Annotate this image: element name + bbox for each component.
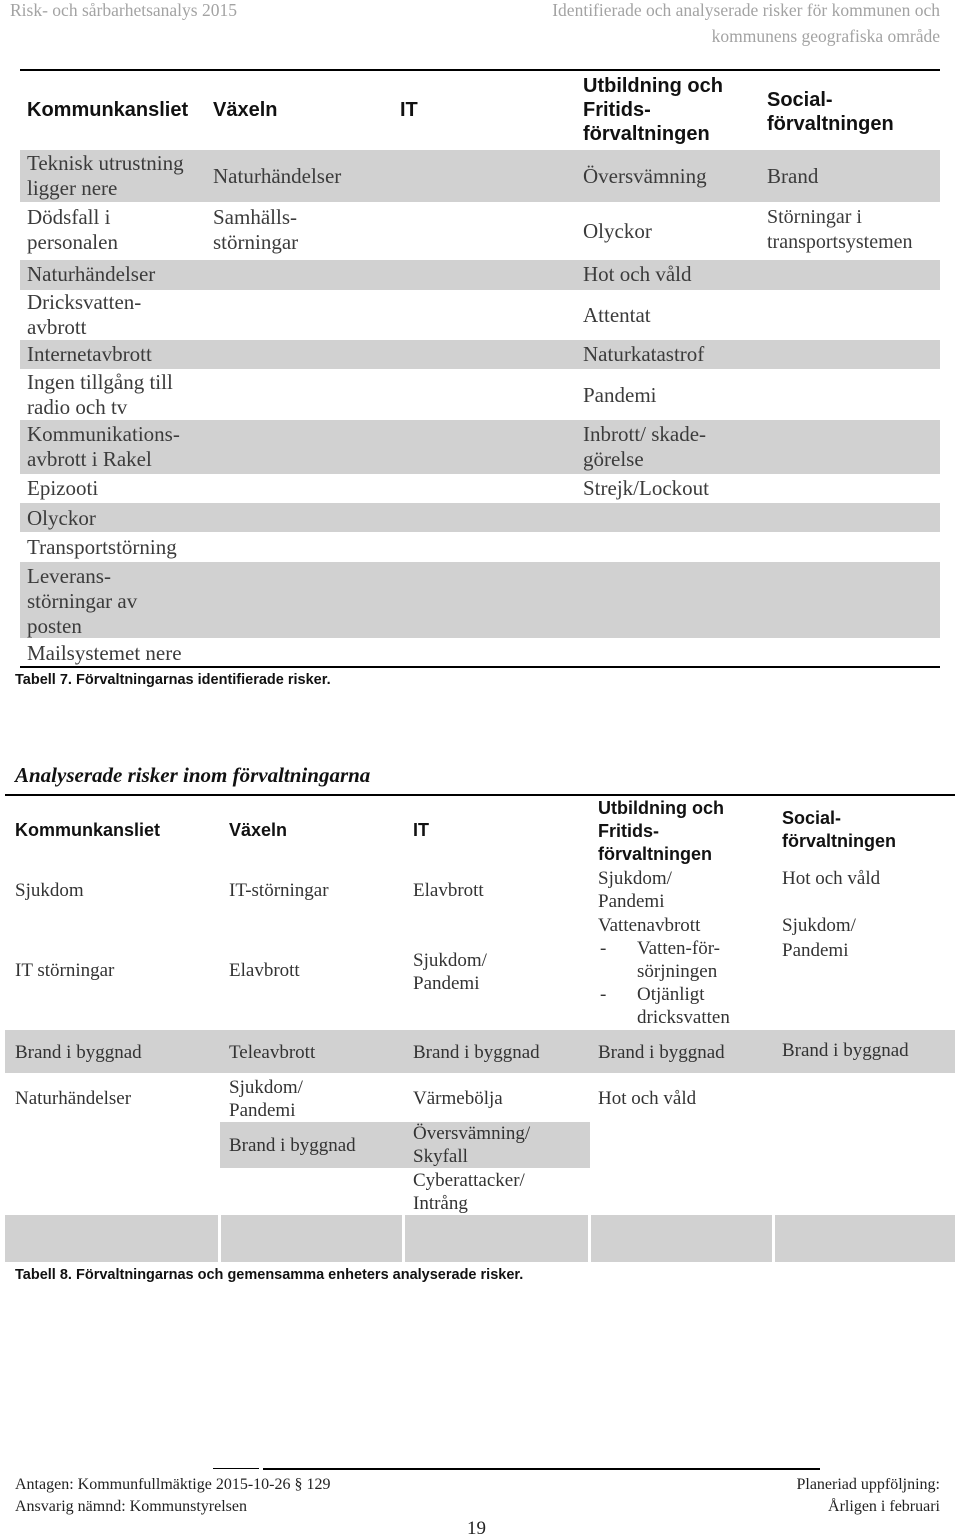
t8-cell-vaxeln: Elavbrott xyxy=(229,959,300,981)
t8-cell-vaxeln-item: Brand i byggnad xyxy=(229,1134,356,1156)
t7-cell-kommunkansliet: Naturhändelser xyxy=(27,261,156,286)
t7-cell-social: Brand xyxy=(767,163,819,188)
running-header-chapter-line1: Identifierade och analyserade risker för kommunen och xyxy=(552,0,940,20)
t8-cell-it-item: Värmebölja xyxy=(413,1087,503,1109)
table-top-rule xyxy=(5,794,955,796)
list-item: - Vatten-för- sörjningen xyxy=(598,937,730,983)
t8-cell-utbildning: Brand i byggnad xyxy=(598,1041,725,1063)
t8-cell-utbildning xyxy=(598,914,730,1029)
column-gap xyxy=(402,1215,405,1262)
t7-cell-utbildning: Strejk/Lockout xyxy=(583,475,709,500)
row-shading xyxy=(20,340,940,369)
t7-cell-kommunkansliet: Mailsystemet nere xyxy=(27,640,182,665)
t7-cell-kommunkansliet: Internetavbrott xyxy=(27,341,152,366)
t7-cell-vaxeln: Samhälls- störningar xyxy=(213,205,299,254)
t8-cell-vaxeln: IT-störningar xyxy=(229,879,329,901)
t8-cell-kommunkansliet: Sjukdom xyxy=(15,879,84,901)
t8-cell-it-item: Cyberattacker/ Intrång xyxy=(413,1169,525,1214)
t7-header-social: Social- förvaltningen xyxy=(767,89,894,135)
footer-rule xyxy=(213,1468,259,1469)
row-shading xyxy=(20,260,940,290)
t8-cell-it: Brand i byggnad xyxy=(413,1041,540,1063)
column-gap xyxy=(772,1215,775,1262)
t7-cell-kommunkansliet: Teknisk utrustning ligger nere xyxy=(27,150,184,200)
t8-cell-kommunkansliet: Brand i byggnad xyxy=(15,1041,142,1063)
t7-cell-vaxeln: Naturhändelser xyxy=(213,163,342,188)
t7-cell-utbildning: Översvämning xyxy=(583,163,707,188)
t8-cell-kommunkansliet: IT störningar xyxy=(15,959,115,981)
t7-cell-utbildning: Pandemi xyxy=(583,382,657,407)
t7-cell-social: Störningar i transportsystemen xyxy=(767,206,913,253)
t8-cell-social: Brand i byggnad xyxy=(782,1039,909,1061)
t7-cell-kommunkansliet: Kommunikations- avbrott i Rakel xyxy=(27,421,180,471)
footer-adopted: Antagen: Kommunfullmäktige 2015-10-26 § 129 xyxy=(15,1476,331,1493)
t8-cell-it: Elavbrott xyxy=(413,879,484,901)
t8-cell-utbildning: Sjukdom/ Pandemi xyxy=(598,867,672,912)
t8-header-social: Social- förvaltningen xyxy=(782,807,897,851)
row-shading xyxy=(5,1215,955,1262)
column-gap xyxy=(218,1215,221,1262)
footer-responsible: Ansvarig nämnd: Kommunstyrelsen xyxy=(15,1498,247,1515)
table-top-rule xyxy=(20,69,940,71)
t7-cell-utbildning: Naturkatastrof xyxy=(583,341,705,366)
t7-header-it: IT xyxy=(400,99,418,121)
table-bottom-rule xyxy=(20,666,940,668)
table-7-caption: Tabell 7. Förvaltningarnas identifierade risker. xyxy=(15,672,331,688)
section-heading: Analyserade risker inom förvaltningarna xyxy=(15,763,371,787)
t8-header-vaxeln: Växeln xyxy=(229,819,288,840)
t8-header-utbildning: Utbildning och Fritids- förvaltningen xyxy=(598,797,724,864)
t7-cell-utbildning: Inbrott/ skade- görelse xyxy=(583,421,707,471)
footer-followup-label: Planeriad uppföljning: xyxy=(796,1476,940,1493)
t7-header-utbildning: Utbildning och Fritids- förvaltningen xyxy=(583,75,723,145)
t8-cell-kommunkansliet: Naturhändelser xyxy=(15,1087,132,1109)
t7-cell-utbildning: Olyckor xyxy=(583,218,652,243)
t7-header-kommunkansliet: Kommunkansliet xyxy=(27,99,189,121)
t8-cell-social: Hot och våld xyxy=(782,867,881,889)
t7-cell-kommunkansliet: Transportstörning xyxy=(27,534,177,559)
t7-header-vaxeln: Växeln xyxy=(213,99,278,121)
t8-cell-vaxeln: Teleavbrott xyxy=(229,1041,316,1063)
t8-cell-it-item: Översvämning/ Skyfall xyxy=(413,1122,531,1167)
t7-cell-utbildning: Hot och våld xyxy=(583,261,692,286)
list-title: Vattenavbrott xyxy=(598,914,701,936)
running-header-chapter-line2: kommunens geografiska område xyxy=(711,26,940,46)
row-shading xyxy=(20,503,940,532)
t7-cell-utbildning: Attentat xyxy=(583,302,651,327)
t8-cell-it: Sjukdom/ Pandemi xyxy=(413,949,487,994)
footer-followup-value: Årligen i februari xyxy=(828,1498,940,1515)
t7-cell-kommunkansliet: Dricksvatten- avbrott xyxy=(27,289,142,339)
t8-header-it: IT xyxy=(413,819,429,840)
t7-cell-kommunkansliet: Olyckor xyxy=(27,505,96,530)
list-item: - Otjänligt dricksvatten xyxy=(598,983,730,1029)
page-number: 19 xyxy=(467,1518,486,1539)
footer-rule xyxy=(263,1468,820,1470)
t8-cell-utbildning: Hot och våld xyxy=(598,1087,697,1109)
table-8-caption: Tabell 8. Förvaltningarnas och gemensamma enheters analyserade risker. xyxy=(15,1267,524,1283)
t8-header-kommunkansliet: Kommunkansliet xyxy=(15,819,161,840)
t7-cell-kommunkansliet: Epizooti xyxy=(27,475,99,500)
t8-cell-social: Sjukdom/ Pandemi xyxy=(782,914,856,961)
t7-cell-kommunkansliet: Leverans- störningar av posten xyxy=(27,563,138,638)
row-shading xyxy=(20,562,940,638)
t7-cell-kommunkansliet: Dödsfall i personalen xyxy=(27,205,118,254)
t8-cell-vaxeln-item: Sjukdom/ Pandemi xyxy=(229,1076,303,1121)
column-gap xyxy=(588,1215,591,1262)
running-header-title: Risk- och sårbarhetsanalys 2015 xyxy=(10,0,237,20)
t7-cell-kommunkansliet: Ingen tillgång till radio och tv xyxy=(27,369,173,419)
